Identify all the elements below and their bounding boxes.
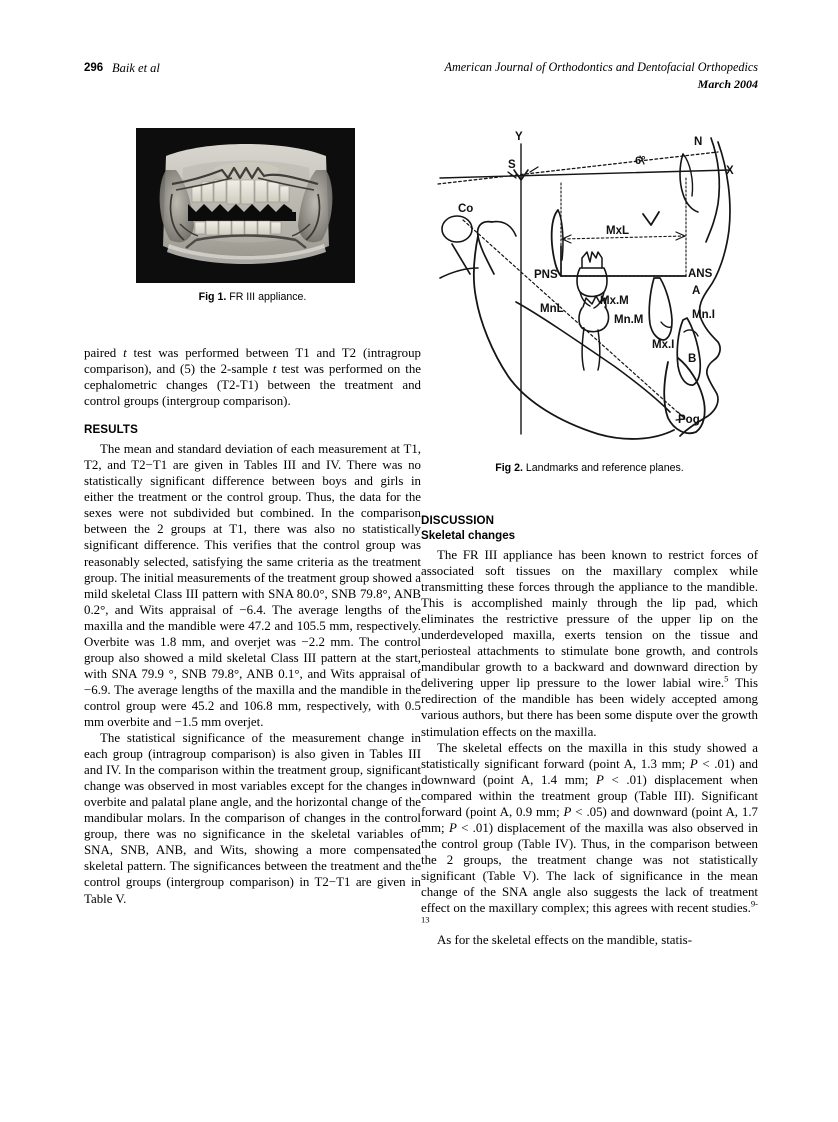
running-head	[84, 60, 758, 100]
fr3-appliance-photo	[136, 128, 355, 283]
label-Pog: Pog	[678, 414, 700, 426]
discussion-p1-part1: The FR III appliance has been known to restrict forces of associated soft tissues on the maxillary complex while transmitting these forces through the appliance to the mandible. This is accomplished mainly through the lip pad, which eliminates the restrictive pressure of the upper lip on the underdeveloped maxilla, exerts tension on the tissue and periosteal attachments to stimulate bone growth, and controls mandibular growth to a backward and downward direction by delivering upper lip pressure to the lower labial wire.	[421, 548, 758, 691]
figure-1-image	[136, 128, 355, 283]
reference-marker-5: 5	[724, 674, 729, 685]
label-X: X	[726, 165, 734, 177]
reference-marker-9-13: 9-13	[421, 898, 758, 925]
figure-2-label: Fig 2.	[495, 462, 523, 474]
discussion-p2-text: The skeletal effects on the maxilla in this study showed a statistically significant forward (point A, 1.3 mm; P < .01) and downward (point A, 1.4 mm; P < .01) displacement when compared within the treatment group (Table III). Significant forward (point A, 0.9 mm; P < .05) and downward (point A, 1.7 mm; P < .01) displacement of the maxilla was also observed in the control group (Table IV). Thus, in the comparison between the 2 groups, the treatment change was not statistically significant (Table V). The lack of significance in the mean change of the SNA angle also suggests the lack of treatment effect on the maxillary complex; this agrees with recent studies.	[421, 740, 759, 916]
discussion-p1-part2: This redirection of the mandible has been widely accepted among various authors, but there has been some dispute over the growth stimulation effects on the maxilla.	[421, 676, 758, 739]
label-Co: Co	[458, 203, 474, 215]
label-MxL: MxL	[606, 225, 629, 237]
paragraph-continued: paired t test was performed between T1 and T2 (intragroup comparison), and (5) the 2-sample t test was performed on the cephalometric changes (T2-T1) between the treatment and control groups (intergroup comparison).	[84, 346, 421, 409]
results-paragraph-1: The mean and standard deviation of each measurement at T1, T2, and T2−T1 are given in Tables III and IV. There was no statistically significant difference between boys and girls in either the treatment or the control group. Thus, the data for the sexes were not subdivided but combined. In the comparison between the 2 groups at T1, there was also no statistically significant difference. This verifies that the control group was reasonably selected, satisfying the same criteria as the treatment group. The initial measurements of the treatment group showed a mild skeletal Class III pattern with SNA 80.0°, SNB 79.8°, ANB 0.2°, and Wits appraisal of −6.4. The average lengths of the maxilla and the mandible were 47.2 and 105.5 mm, respectively. Overbite was 1.8 mm, and overjet was −2.2 mm. The control group also showed a mild skeletal Class III pattern at the start, with SNA 79.9 °, SNB 79.8°, ANB 0.1°, and Wits appraisal of −6.9. The average lengths of the maxilla and the mandible in the control group were 45.2 and 106.8 mm, respectively, with 0.5 mm overbite and −1.5 mm overjet.	[84, 442, 421, 729]
results-heading: RESULTS	[84, 423, 138, 437]
results-paragraph-2: The statistical significance of the measurement change in each group (intragroup comparison) is also given in Tables III and IV. In the comparison within the treatment group, significant change was observed in most variables except for the changes in overbite and palatal plane angle, and the horizontal change of the mandibular molars. In the comparison of changes in the control group, there was no significance in the skeletal variables of SNA, SNB, ANB, and Wits, showing a more compensated skeletal pattern. The significances between the treatment and the control groups (intergroup comparison) in T2−T1 are given in Table V.	[84, 731, 421, 906]
label-angle-6deg: 6°	[635, 155, 646, 167]
label-Mx-I: Mx.I	[652, 339, 675, 351]
skeletal-changes-subheading: Skeletal changes	[421, 529, 516, 542]
label-Y: Y	[515, 131, 523, 143]
label-ANS: ANS	[688, 268, 713, 280]
discussion-paragraph-2	[421, 740, 758, 933]
label-B: B	[688, 353, 697, 365]
label-MnL: MnL	[540, 303, 564, 315]
label-Mn-M: Mn.M	[614, 314, 644, 326]
discussion-paragraph-1	[421, 547, 758, 740]
figure-1-label: Fig 1.	[198, 291, 227, 303]
discussion-paragraph-3: As for the skeletal effects on the mandible, statis-	[437, 933, 692, 948]
figure-2-caption	[421, 462, 758, 475]
figure-1-caption	[84, 291, 421, 304]
discussion-heading: DISCUSSION	[421, 514, 495, 527]
label-N: N	[694, 136, 703, 148]
label-PNS: PNS	[534, 269, 558, 281]
cephalometric-landmark-diagram	[430, 126, 760, 446]
issue-date: March 2004	[697, 77, 758, 91]
figure-1-caption-text: FR III appliance.	[229, 291, 307, 303]
figure-2-image	[430, 126, 760, 446]
right-column	[421, 513, 758, 948]
figure-2-caption-text: Landmarks and reference planes.	[525, 462, 684, 474]
label-Mn-I: Mn.I	[692, 309, 715, 321]
label-A: A	[692, 285, 701, 297]
label-Mx-M: Mx.M	[600, 295, 629, 307]
running-authors: Baik et al	[112, 61, 160, 75]
journal-title: American Journal of Orthodontics and Dentofacial Orthopedics	[444, 60, 758, 74]
left-column	[84, 345, 421, 907]
page-number: 296	[84, 62, 104, 74]
label-S: S	[508, 159, 516, 171]
